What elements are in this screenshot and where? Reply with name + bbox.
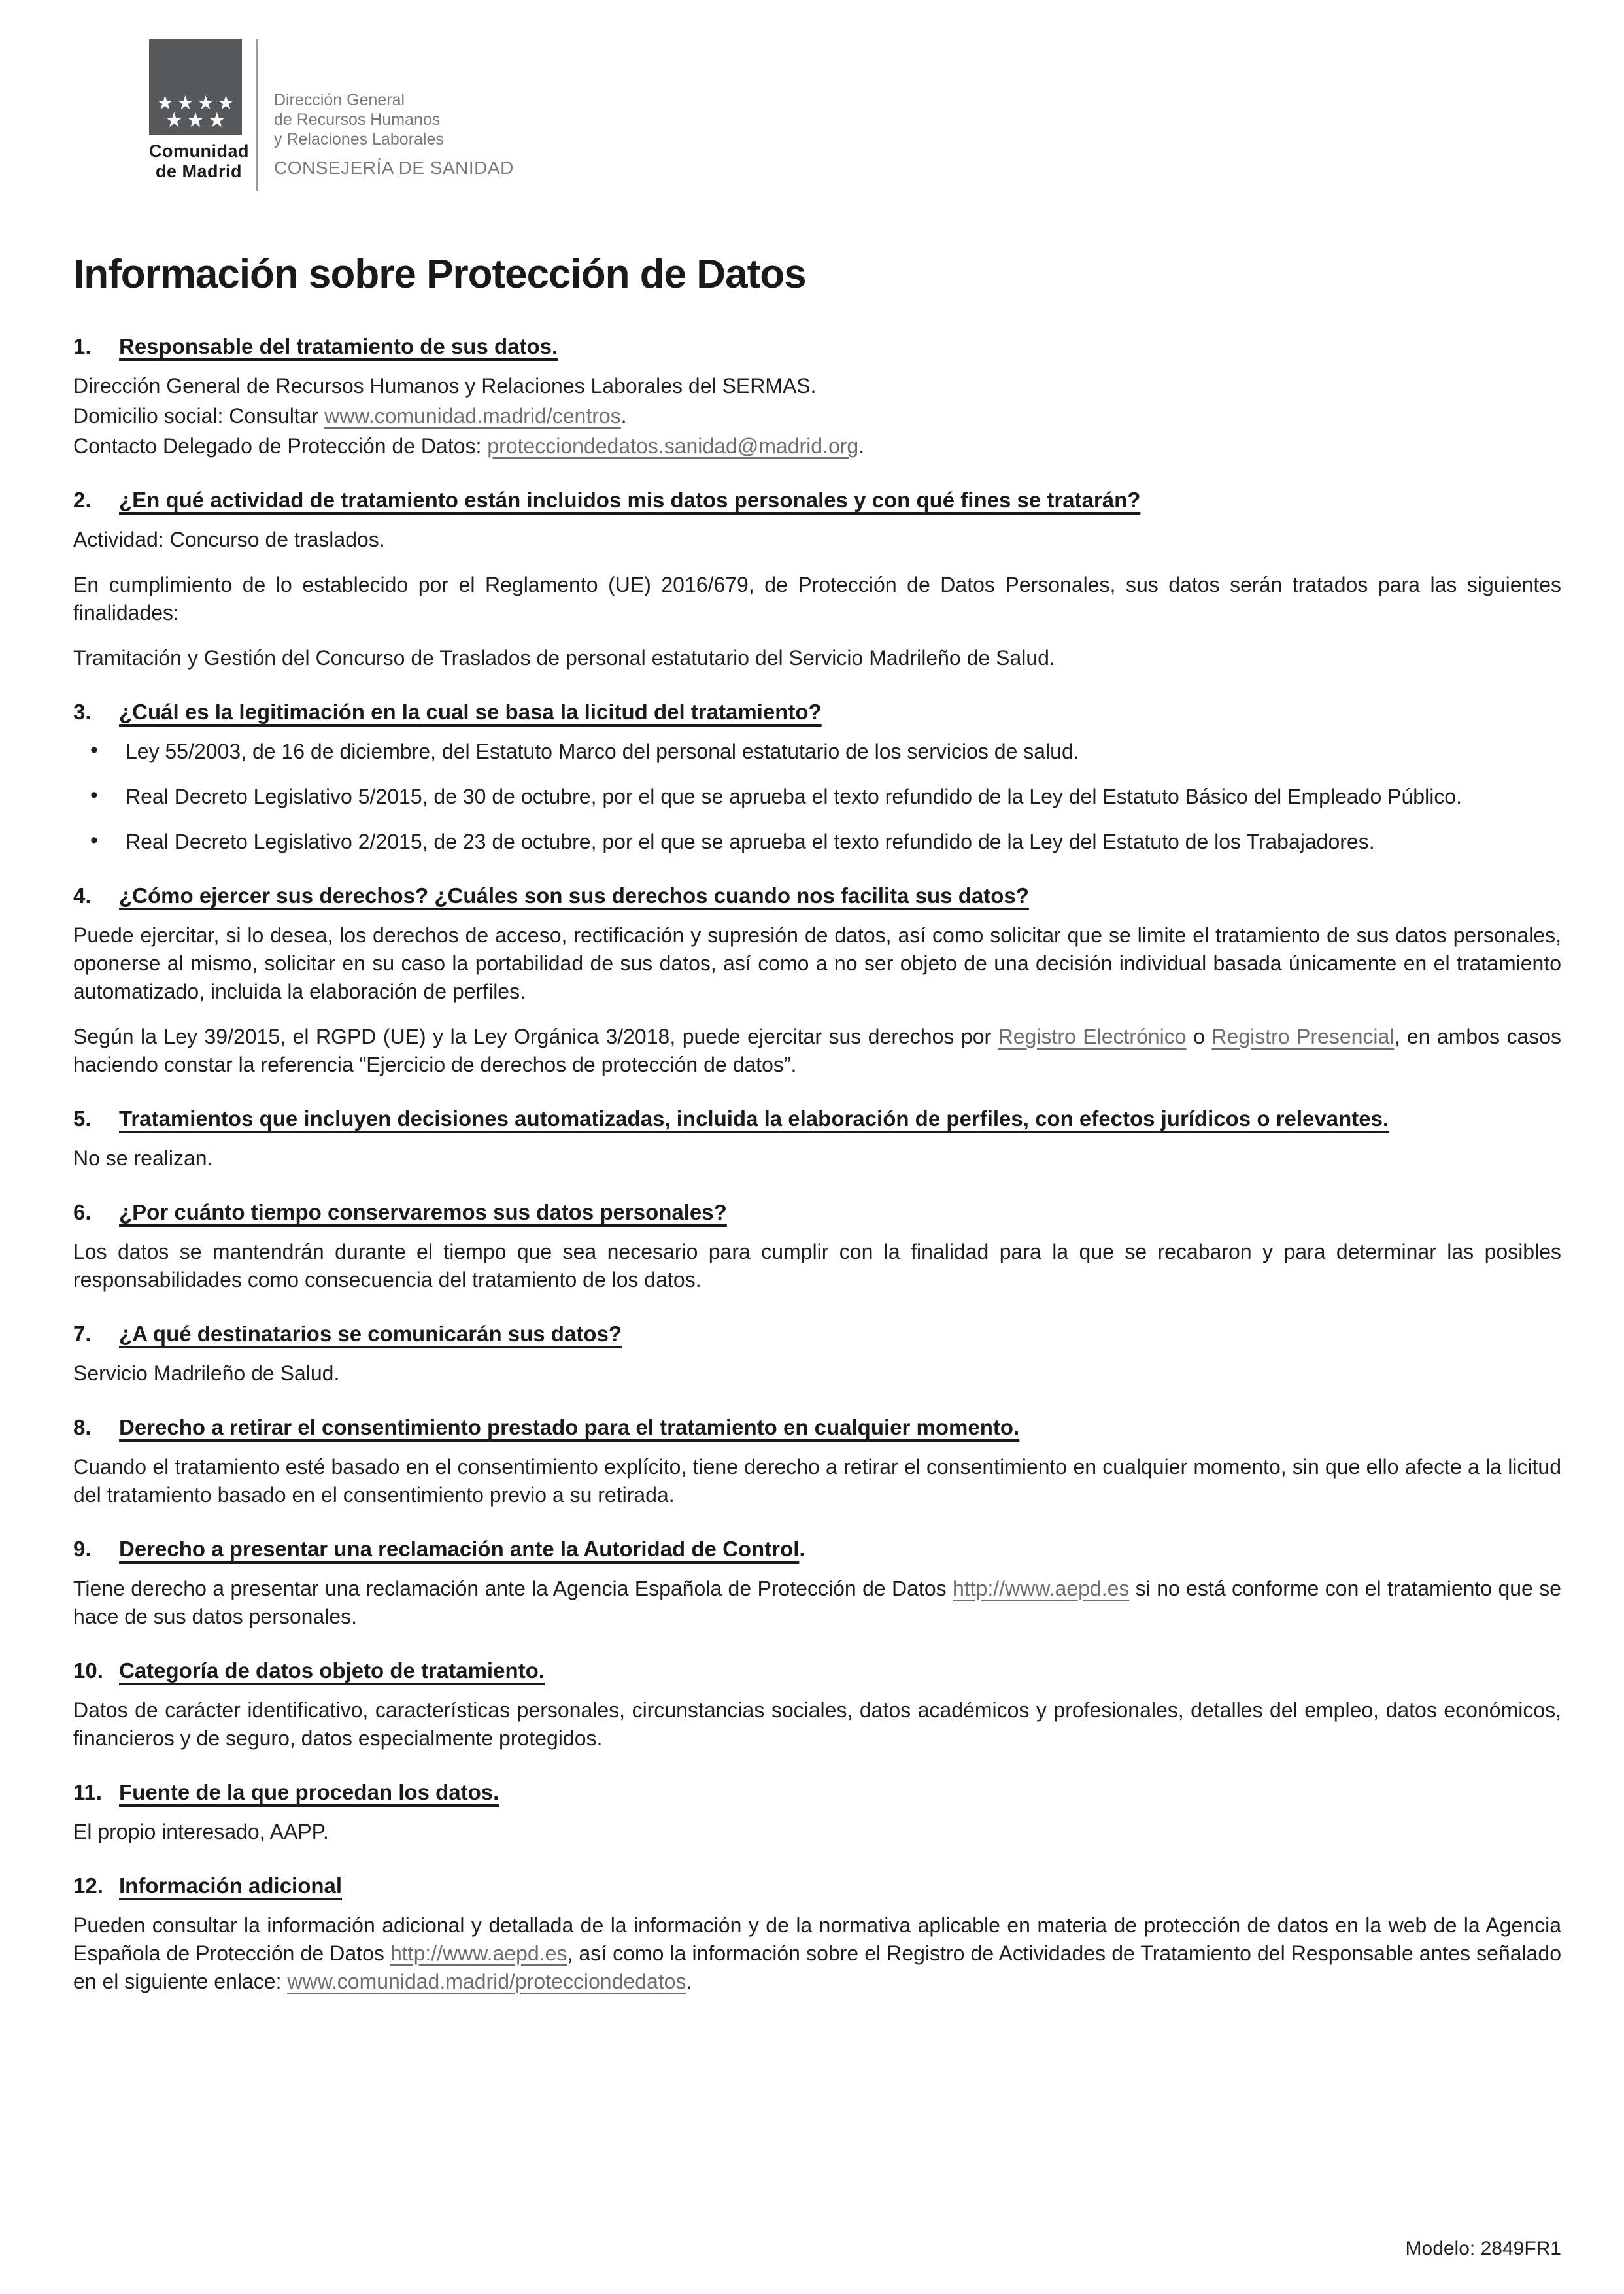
paragraph bbox=[73, 571, 1561, 627]
text-run: . bbox=[686, 1970, 692, 1993]
section bbox=[73, 1777, 1561, 1846]
section bbox=[73, 697, 1561, 856]
paragraph bbox=[73, 432, 1561, 460]
paragraph bbox=[73, 372, 1561, 400]
bullet-icon: • bbox=[90, 738, 98, 762]
section-title: ¿Cómo ejercer sus derechos? ¿Cuáles son sus derechos cuando nos facilita sus datos? bbox=[119, 883, 1029, 908]
section bbox=[73, 1197, 1561, 1294]
paragraph bbox=[73, 1575, 1561, 1631]
text-run: , en ambos casos haciendo constar la referencia “Ejercicio de derechos de protección de datos”. bbox=[73, 1025, 1562, 1076]
link[interactable]: http://www.aepd.es bbox=[953, 1577, 1130, 1600]
section bbox=[73, 1412, 1561, 1509]
text-run: , así como la información sobre el Registro de Actividades de Tratamiento del Responsable antes señalado en el siguiente enlace: bbox=[73, 1942, 1562, 1993]
link[interactable]: www.comunidad.madrid/protecciondedatos bbox=[287, 1970, 686, 1993]
section-title: Derecho a retirar el consentimiento prestado para el tratamiento en cualquier momento. bbox=[119, 1415, 1020, 1439]
brand-line2: de Madrid bbox=[155, 162, 242, 181]
bullet-list bbox=[73, 738, 1561, 856]
text-run: Según la Ley 39/2015, el RGPD (UE) y la Ley Orgánica 3/2018, puede ejercitar sus derechos por bbox=[73, 1025, 998, 1048]
paragraph bbox=[73, 402, 1561, 430]
text-run: Servicio Madrileño de Salud. bbox=[73, 1361, 340, 1385]
section bbox=[73, 1656, 1561, 1753]
section-title: Categoría de datos objeto de tratamiento. bbox=[119, 1658, 545, 1683]
paragraph bbox=[73, 1696, 1561, 1753]
link[interactable]: protecciondedatos.sanidad@madrid.org bbox=[487, 434, 859, 458]
section-title: ¿A qué destinatarios se comunicarán sus datos? bbox=[119, 1322, 622, 1346]
section-heading bbox=[73, 1777, 1561, 1807]
section-number: 6. bbox=[73, 1200, 92, 1224]
section-title: ¿En qué actividad de tratamiento están incluidos mis datos personales y con qué fines se tratarán? bbox=[119, 488, 1141, 512]
bullet-text: Real Decreto Legislativo 5/2015, de 30 de octubre, por el que se aprueba el texto refundido de la Ley del Estatuto Básico del Empleado Público. bbox=[126, 785, 1462, 808]
section-title: Información adicional bbox=[119, 1874, 343, 1898]
section bbox=[73, 1871, 1561, 1996]
section-number: 3. bbox=[73, 700, 92, 724]
section-title: ¿Cuál es la legitimación en la cual se basa la licitud del tratamiento? bbox=[119, 700, 822, 724]
bullet-icon: • bbox=[90, 828, 98, 853]
text-run: Los datos se mantendrán durante el tiempo que sea necesario para cumplir con la finalidad para la que se recabaron y para determinar las posibles responsabilidades como consecuencia del tratamiento de los datos. bbox=[73, 1240, 1561, 1292]
text-run: No se realizan. bbox=[73, 1146, 213, 1170]
section-title: Fuente de la que procedan los datos. bbox=[119, 1780, 499, 1804]
section-number: 4. bbox=[73, 883, 92, 908]
link[interactable]: http://www.aepd.es bbox=[390, 1942, 567, 1965]
paragraph bbox=[73, 1818, 1561, 1846]
section-heading bbox=[73, 1412, 1561, 1443]
section-heading bbox=[73, 1534, 1561, 1564]
text-run: Tramitación y Gestión del Concurso de Traslados de personal estatutario del Servicio Madrileño de Salud. bbox=[73, 646, 1055, 670]
paragraph bbox=[73, 1911, 1561, 1996]
department-line2: de Recursos Humanos bbox=[274, 111, 441, 129]
section-title: Tratamientos que incluyen decisiones automatizadas, incluida la elaboración de perfiles, con efectos jurídicos o relevantes. bbox=[119, 1106, 1389, 1131]
flag-stars-row2: ★★★ bbox=[165, 109, 229, 131]
bullet-text: Real Decreto Legislativo 2/2015, de 23 de octubre, por el que se aprueba el texto refundido de la Ley del Estatuto de los Trabajadores. bbox=[126, 830, 1375, 853]
section bbox=[73, 881, 1561, 1079]
text-run: Puede ejercitar, si lo desea, los derechos de acceso, rectificación y supresión de datos, así como solicitar que se limite el tratamiento de sus datos personales, oponerse al mismo, solicitar en su caso la portabilidad de sus datos, así como a no ser objeto de una decisión individual basada únicamente en el tratamiento automatizado, incluida la elaboración de perfiles. bbox=[73, 923, 1561, 1003]
text-run: Cuando el tratamiento esté basado en el consentimiento explícito, tiene derecho a retirar el consentimiento en cualquier momento, sin que ello afecte a la licitud del tratamiento basado en el consentimiento previo a su retirada. bbox=[73, 1455, 1561, 1507]
paragraph bbox=[73, 1453, 1561, 1509]
text-run: Pueden consultar la información adicional y detallada de la información y de la normativa aplicable en materia de protección de datos en la web de la Agencia Española de Protección de Datos bbox=[73, 1913, 1561, 1965]
section bbox=[73, 1319, 1561, 1388]
section-number: 10. bbox=[73, 1658, 103, 1683]
bullet-item bbox=[73, 738, 1561, 766]
text-run: Dirección General de Recursos Humanos y Relaciones Laborales del SERMAS. bbox=[73, 374, 817, 398]
header-logo-block bbox=[149, 39, 1561, 191]
section-title: Derecho a presentar una reclamación ante la Autoridad de Control bbox=[119, 1537, 800, 1561]
paragraph bbox=[73, 921, 1561, 1006]
text-run: Contacto Delegado de Protección de Datos: bbox=[73, 434, 488, 458]
section-number: 5. bbox=[73, 1106, 92, 1131]
paragraph bbox=[73, 1023, 1561, 1079]
link[interactable]: Registro Presencial bbox=[1211, 1025, 1395, 1048]
text-run: Domicilio social: Consultar bbox=[73, 404, 325, 428]
madrid-flag-icon bbox=[149, 39, 242, 135]
text-run: Actividad: Concurso de traslados. bbox=[73, 528, 385, 551]
paragraph bbox=[73, 1238, 1561, 1294]
text-run: El propio interesado, AAPP. bbox=[73, 1820, 329, 1843]
section bbox=[73, 1534, 1561, 1631]
document-content bbox=[73, 39, 1561, 1996]
section-title: Responsable del tratamiento de sus datos. bbox=[119, 334, 558, 358]
section-title: ¿Por cuánto tiempo conservaremos sus datos personales? bbox=[119, 1200, 727, 1224]
link[interactable]: Registro Electrónico bbox=[998, 1025, 1187, 1048]
paragraph bbox=[73, 644, 1561, 672]
section-heading bbox=[73, 1656, 1561, 1686]
section bbox=[73, 332, 1561, 460]
paragraph bbox=[73, 1360, 1561, 1388]
section-heading bbox=[73, 1104, 1561, 1134]
flag-stars-row1: ★★★★ bbox=[156, 93, 238, 114]
section bbox=[73, 485, 1561, 672]
consejeria-label: CONSEJERÍA DE SANIDAD bbox=[274, 158, 514, 178]
text-run: En cumplimiento de lo establecido por el Reglamento (UE) 2016/679, de Protección de Datos Personales, sus datos serán tratados para las siguientes finalidades: bbox=[73, 573, 1561, 625]
section-heading bbox=[73, 332, 1561, 362]
section-number: 12. bbox=[73, 1874, 103, 1898]
section-number: 1. bbox=[73, 334, 92, 358]
section-number: 8. bbox=[73, 1415, 92, 1439]
page-footer-model-label: Modelo: 2849FR1 bbox=[1405, 2238, 1561, 2259]
section-heading bbox=[73, 1197, 1561, 1227]
comunidad-madrid-logo bbox=[149, 39, 249, 182]
text-run: Datos de carácter identificativo, características personales, circunstancias sociales, datos académicos y profesionales, detalles del empleo, datos económicos, financieros y de seguro, datos especialmente protegidos. bbox=[73, 1698, 1561, 1750]
brand-line1: Comunidad bbox=[149, 141, 249, 161]
sections bbox=[73, 332, 1561, 1996]
section-number: 9. bbox=[73, 1537, 92, 1561]
bullet-text: Ley 55/2003, de 16 de diciembre, del Estatuto Marco del personal estatutario de los servicios de salud. bbox=[126, 740, 1079, 763]
section-heading bbox=[73, 485, 1561, 515]
department-line3: y Relaciones Laborales bbox=[274, 130, 444, 148]
logo-divider bbox=[256, 39, 258, 191]
bullet-icon: • bbox=[90, 783, 98, 808]
paragraph bbox=[73, 1144, 1561, 1173]
text-run: o bbox=[1186, 1025, 1212, 1048]
brand-name bbox=[149, 141, 249, 182]
section-number: 2. bbox=[73, 488, 92, 512]
bullet-item bbox=[73, 783, 1561, 811]
text-run: . bbox=[858, 434, 865, 458]
paragraph bbox=[73, 526, 1561, 554]
section-title-tail: . bbox=[799, 1537, 805, 1561]
section bbox=[73, 1104, 1561, 1173]
department-line1: Dirección General bbox=[274, 91, 405, 109]
text-run: si no está conforme con el tratamiento que se hace de sus datos personales. bbox=[73, 1577, 1562, 1628]
link[interactable]: www.comunidad.madrid/centros bbox=[324, 404, 621, 428]
section-heading bbox=[73, 1319, 1561, 1349]
department-block bbox=[274, 39, 514, 179]
section-number: 7. bbox=[73, 1322, 92, 1346]
page-title: Información sobre Protección de Datos bbox=[73, 252, 806, 297]
section-number: 11. bbox=[73, 1780, 103, 1804]
bullet-item bbox=[73, 828, 1561, 856]
text-run: . bbox=[620, 404, 627, 428]
section-heading bbox=[73, 697, 1561, 727]
section-heading bbox=[73, 881, 1561, 911]
section-heading bbox=[73, 1871, 1561, 1901]
text-run: Tiene derecho a presentar una reclamación ante la Agencia Española de Protección de Datos bbox=[73, 1577, 953, 1600]
